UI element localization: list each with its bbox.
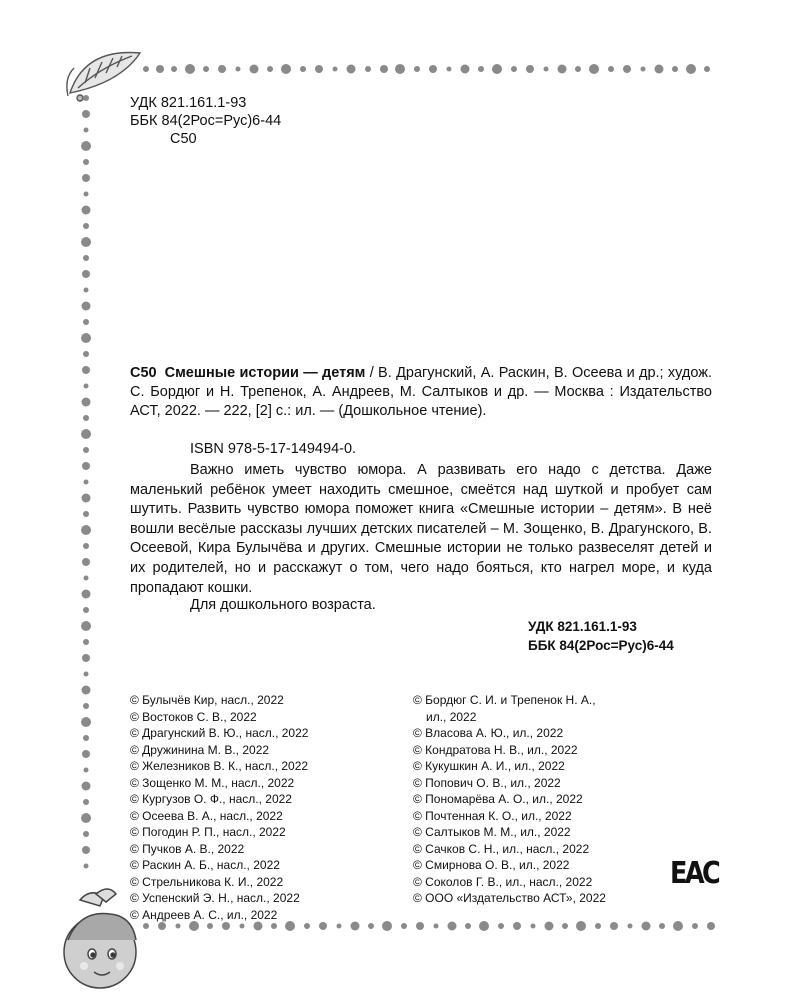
bbk-code: ББК 84(2Рос=Рус)6-44 (130, 113, 282, 129)
classification-codes-bottom (528, 617, 674, 655)
copyright-item: © Почтенная К. О., ил., 2022 (413, 808, 572, 823)
copyright-item: © Попович О. В., ил., 2022 (413, 775, 561, 790)
copyright-item: © Железников В. К., насл., 2022 (130, 759, 309, 773)
copyright-item: © Смирнова О. В., ил., 2022 (413, 858, 570, 872)
description-details: / В. Драгунский, А. Раскин, В. Осеева и др.; худож. С. Бордюг и Н. Трепенок, А. Андреев, М. Салтыков и др. — Москва : Издательство АСТ, 2022. — 222, [2] с.: ил. — (Дошкольное чтение). (130, 365, 712, 419)
copyright-item: © Дружинина М. В., 2022 (130, 742, 270, 757)
bibliographic-description (130, 364, 712, 421)
annotation (130, 461, 712, 598)
audience-note: Для дошкольного возраста. (190, 597, 376, 613)
copyright-item: © Погодин Р. П., насл., 2022 (130, 825, 286, 839)
copyright-item: © Салтыков М. М., ил., 2022 (413, 825, 571, 839)
copyright-item: © Востоков С. В., 2022 (130, 709, 257, 724)
dotted-border-left (74, 92, 98, 892)
copyright-item: © Стрельникова К. И., 2022 (130, 874, 284, 889)
eac-certification-mark: ЕАС (670, 856, 719, 891)
copyright-item: © Раскин А. Б., насл., 2022 (130, 858, 280, 872)
author-sign: С50 (170, 131, 197, 147)
copyright-item: © Драгунский В. Ю., насл., 2022 (130, 726, 309, 740)
copyright-item: © Кукушкин А. И., ил., 2022 (413, 759, 565, 773)
bbk-code-bottom: ББК 84(2Рос=Рус)6-44 (528, 638, 674, 653)
copyright-item: © Андреев А. С., ил., 2022 (130, 907, 278, 922)
copyright-item: © Кондратова Н. В., ил., 2022 (413, 742, 578, 757)
copyright-item: © Пучков А. В., 2022 (130, 841, 245, 856)
copyright-item: © Зощенко М. М., насл., 2022 (130, 775, 295, 790)
copyright-list-right (413, 692, 663, 907)
udk-code: УДК 821.161.1-93 (130, 95, 247, 111)
udk-code-bottom: УДК 821.161.1-93 (528, 619, 637, 634)
annotation-text: Важно иметь чувство юмора. А развивать его надо с детства. Даже маленький ребёнок умеет находить смешное, смеётся над шуткой и пробует сам шутить. Развить чувство юмора поможет книга «Смешные истории – детям». В неё вошли весёлые рассказы лучших детских писателей – М. Зощенко, В. Драгунского, В. Осеевой, Кира Булычёва и других. Смешные истории не только развеселят детей и их родителей, но и расскажут о том, чего надо бояться, кто нагрел море, и куда пропадают кошки. (130, 462, 712, 596)
classification-codes-top (130, 94, 281, 148)
book-title: Смешные истории — детям (164, 365, 366, 381)
copyright-item: © Кургузов О. Ф., насл., 2022 (130, 792, 292, 806)
copyright-item: © Булычёв Кир, насл., 2022 (130, 693, 284, 707)
copyright-item: © Сачков С. Н., ил., насл., 2022 (413, 841, 590, 856)
copyright-item: © Соколов Г. В., ил., насл., 2022 (413, 874, 593, 889)
copyright-item: © Власова А. Ю., ил., 2022 (413, 726, 564, 740)
description-sign: С50 (130, 365, 157, 381)
isbn: ISBN 978-5-17-149494-0. (190, 441, 357, 457)
copyright-item-continuation: ил., 2022 (426, 709, 477, 724)
dotted-border-top (140, 58, 720, 80)
copyright-item: © Осеева В. А., насл., 2022 (130, 808, 283, 823)
copyright-item: © Бордюг С. И. и Трепенок Н. А., (413, 693, 596, 707)
copyright-list-left (130, 692, 390, 923)
copyright-item: © ООО «Издательство АСТ», 2022 (413, 891, 606, 905)
copyright-item: © Успенский Э. Н., насл., 2022 (130, 891, 300, 905)
copyright-item: © Пономарёва А. О., ил., 2022 (413, 792, 583, 806)
